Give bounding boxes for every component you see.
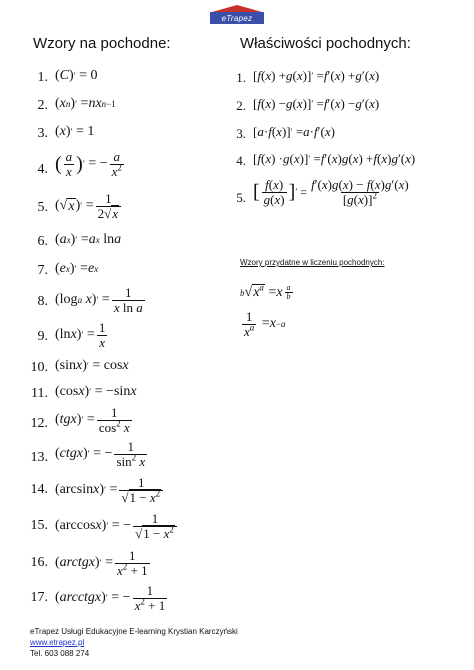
formula-number: 14. [30, 482, 48, 497]
website-link[interactable]: www.etrapez.pl [30, 638, 85, 647]
heading-derivative-formulas: Wzory na pochodne: [33, 35, 171, 52]
helper-formula-root: b √ $x^a$ = x $\frac{a}{b}$ [240, 282, 291, 302]
property-constant-multiple: [ a · f ( x )] ′ = a · f ′( x ) [253, 124, 335, 139]
property-number: 2. [236, 98, 246, 113]
formula-natural-log: (ln x ) ′ = $\frac{1}{x}$ [55, 320, 106, 350]
formula-number: 7. [37, 263, 48, 278]
etrapez-logo [208, 5, 266, 25]
footer-link[interactable] [30, 638, 84, 647]
formula-number: 12. [30, 416, 48, 431]
logo-text: eTrapez [221, 14, 253, 23]
formula-arccotangent: ( arcctgx ) ′ = − $\frac{1}{x^2 + 1}$ [55, 583, 166, 613]
formula-exponential-e: ( e x ) ′ = e x [55, 261, 99, 276]
formula-reciprocal: ( $\frac{a}{x}$ ) ′ = − $\frac{a}{x^2}$ [55, 149, 122, 179]
footer-company: eTrapez Usługi Edukacyjne E-learning Krystian Karczyński [30, 627, 238, 636]
formula-sine: (sin x ) ′ = cos x [55, 358, 129, 373]
formula-arcsine: (arcsin x ) ′ = $\frac{1}{√1 - x^2}$ [55, 476, 165, 504]
formula-number: 3. [37, 126, 48, 141]
formula-square-root: (√ x ) ′ = $\frac{1}{2√x}$ [55, 192, 123, 220]
formula-cotangent: ( ctgx ) ′ = − $\frac{1}{\sin^2 x}$ [55, 439, 146, 469]
formula-number: 2. [37, 98, 48, 113]
property-product-rule: [ f ( x ) · g ( x )] ′ = f ′( x ) g ( x ) + f ( x ) g ′( x ) [253, 151, 416, 166]
property-number: 5. [236, 190, 246, 205]
formula-number: 11. [31, 386, 48, 401]
useful-formulas-note: Wzory przydatne w liczeniu pochodnych: [240, 258, 385, 267]
formula-number: 9. [37, 329, 48, 344]
formula-number: 1. [37, 70, 48, 85]
formula-arctangent: ( arctgx ) ′ = $\frac{1}{x^2 + 1}$ [55, 548, 148, 578]
property-sum-rule: [ f ( x ) + g ( x )] ′ = f ′( x ) + g ′( x ) [253, 68, 380, 83]
helper-formula-negative-power: $\frac{1}{x^a}$ = x −a [244, 309, 286, 339]
property-number: 4. [236, 153, 246, 168]
formula-number: 15. [30, 518, 48, 533]
property-number: 1. [236, 70, 246, 85]
formula-exponential-a: ( a x ) ′ = a x ln a [55, 232, 122, 247]
formula-constant: ( C ) ′ = 0 [55, 68, 98, 83]
formula-logarithm: (log a x ) ′ = $\frac{1}{\text{x ln a}}$ [55, 285, 143, 315]
formula-number: 17. [30, 590, 48, 605]
formula-number: 16. [30, 555, 48, 570]
footer-phone: Tel. 603 088 274 [30, 649, 90, 658]
property-number: 3. [236, 126, 246, 141]
formula-number: 10. [30, 360, 48, 375]
formula-number: 8. [37, 294, 48, 309]
formula-number: 6. [37, 234, 48, 249]
property-quotient-rule: [ $\frac{f(x)}{g(x)}$ ] ′ = $\frac{f'(x)g(x) - f(x)g'(x)}{[g(x)]^2}$ [253, 177, 409, 207]
formula-number: 4. [37, 162, 48, 177]
property-difference-rule: [ f ( x ) − g ( x )] ′ = f ′( x ) − g ′( x ) [253, 96, 380, 111]
formula-number: 5. [37, 200, 48, 215]
formula-cosine: (cos x ) ′ = −sin x [55, 384, 137, 399]
formula-power: ( x n ) ′ = nx n−1 [55, 96, 116, 111]
formula-arccosine: (arccos x ) ′ = − $\frac{1}{√1 - x^2}$ [55, 512, 179, 540]
formula-identity: ( x ) ′ = 1 [55, 124, 95, 139]
formula-number: 13. [30, 450, 48, 465]
formula-tangent: ( tgx ) ′ = $\frac{1}{\cos^2 x}$ [55, 405, 130, 435]
heading-derivative-properties: Właściwości pochodnych: [240, 35, 411, 52]
